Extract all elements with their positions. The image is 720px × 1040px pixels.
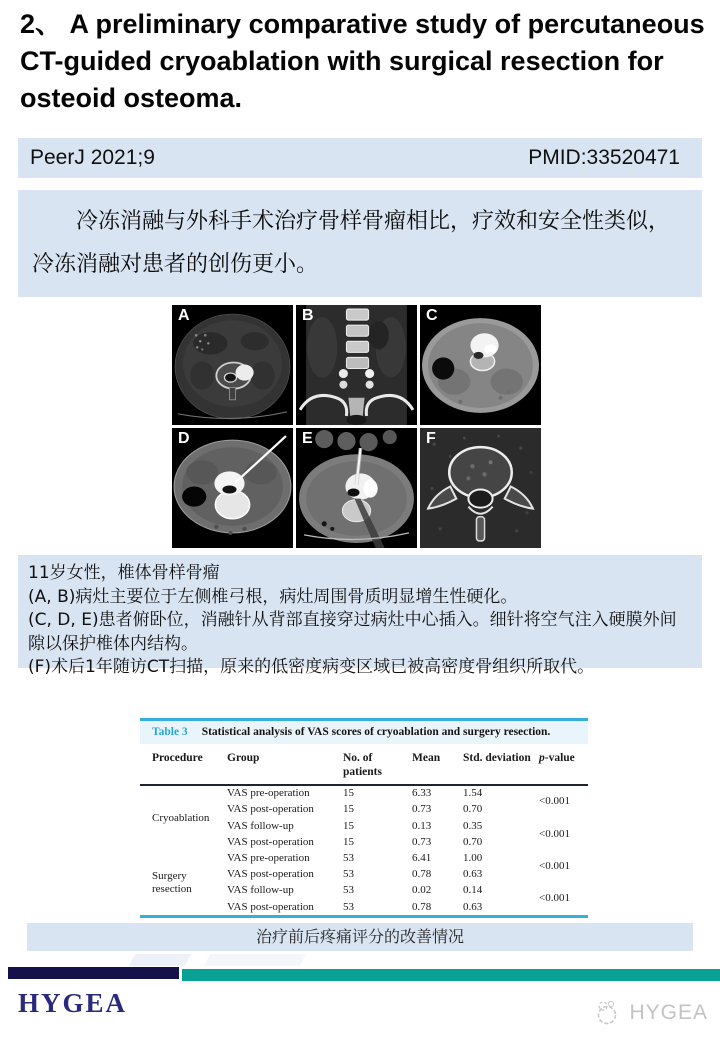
cell-pvalue: <0.001 <box>539 827 570 840</box>
ct-image-b <box>296 305 417 425</box>
col-header-pvalue: p-value <box>539 744 588 785</box>
panel-label-a: A <box>178 307 190 324</box>
panel-label-e: E <box>302 430 313 447</box>
panel-label-c: C <box>426 307 438 324</box>
col-header-procedure: Procedure <box>140 744 227 785</box>
table-grid <box>140 744 588 918</box>
col-header-group: Group <box>227 744 343 785</box>
ct-panel-a <box>172 305 293 425</box>
cell-sd: 0.63 <box>463 900 483 913</box>
ct-panel-c <box>420 305 541 425</box>
cell-sd: 0.63 <box>463 868 483 881</box>
cell-mean: 0.78 <box>412 868 432 881</box>
cell-group: VAS post-operation <box>227 900 314 913</box>
caption-line: (A, B)病灶主要位于左侧椎弓根，病灶周围骨质明显增生性硬化。 <box>28 586 518 607</box>
cell-group: VAS follow-up <box>227 884 294 897</box>
cell-mean: 0.73 <box>412 835 432 848</box>
cell-mean: 0.13 <box>412 819 432 832</box>
caption-line: (C, D, E)患者俯卧位，消融针从背部直接穿过病灶中心插入。细针将空气注入硬膜外间隙以保护椎体内结构。 <box>28 610 677 654</box>
cell-mean: 6.41 <box>412 852 432 864</box>
hygea-watermark-icon <box>594 998 624 1028</box>
cell-n: 15 <box>343 835 354 848</box>
cell-mean: 0.02 <box>412 884 432 897</box>
cell-n: 53 <box>343 900 354 913</box>
col-header-mean: Mean <box>412 744 463 785</box>
cell-n: 15 <box>343 803 354 816</box>
cell-n: 15 <box>343 819 354 832</box>
hygea-logo: HYGEA <box>18 988 128 1018</box>
cell-group: VAS follow-up <box>227 819 294 832</box>
reference-bar <box>18 138 702 178</box>
table-label: Table 3 <box>152 726 188 738</box>
footer-accent-shape <box>204 954 306 966</box>
cell-pvalue: <0.001 <box>539 860 570 873</box>
cell-pvalue: <0.001 <box>539 795 570 808</box>
cell-mean: 0.78 <box>412 900 432 913</box>
table-title-text: Statistical analysis of VAS scores of cryoablation and surgery resection. <box>201 726 551 738</box>
cell-group: VAS post-operation <box>227 835 314 848</box>
cell-group: VAS post-operation <box>227 868 314 881</box>
panel-label-d: D <box>178 430 190 447</box>
hygea-watermark <box>594 998 708 1028</box>
hygea-watermark-text: HYGEA <box>629 1001 708 1024</box>
cell-sd: 0.14 <box>463 884 483 897</box>
cell-group: VAS pre-operation <box>227 787 310 800</box>
figure-caption-box <box>18 555 702 677</box>
caption-line: 11岁女性，椎体骨样骨瘤 <box>28 563 220 583</box>
ct-image-e <box>296 428 417 548</box>
cell-sd: 1.54 <box>463 787 483 800</box>
cell-mean: 6.33 <box>412 787 432 800</box>
ct-panel-d <box>172 428 293 548</box>
table-title <box>140 721 588 744</box>
ct-figure <box>172 305 541 548</box>
ct-image-f <box>420 428 541 548</box>
cell-n: 15 <box>343 787 354 800</box>
cell-mean: 0.73 <box>412 803 432 816</box>
col-header-patients: No. of patients <box>343 744 412 785</box>
col-header-sd: Std. deviation <box>463 744 539 785</box>
cell-sd: 1.00 <box>463 852 483 864</box>
cell-n: 53 <box>343 852 354 864</box>
vas-statistics-table <box>140 718 588 918</box>
cell-group: VAS pre-operation <box>227 852 310 864</box>
page-title: 2、 A preliminary comparative study of percutaneous CT-guided cryoablation with surgical resection for osteoid osteoma. <box>20 9 705 113</box>
ct-panel-e <box>296 428 417 548</box>
cell-procedure: Surgery resection <box>152 869 192 895</box>
table-caption-bar: 治疗前后疼痛评分的改善情况 <box>27 923 693 951</box>
footer-navy-bar <box>8 967 179 979</box>
ct-image-d <box>172 428 293 548</box>
panel-label-f: F <box>426 430 436 447</box>
cell-group: VAS post-operation <box>227 803 314 816</box>
ct-panel-f <box>420 428 541 548</box>
ct-image-a <box>172 305 293 425</box>
ct-image-c <box>420 305 541 425</box>
table-row <box>140 785 588 802</box>
cell-sd: 0.70 <box>463 835 483 848</box>
footer-teal-bar <box>182 969 720 981</box>
journal-reference: PeerJ 2021;9 <box>30 146 155 169</box>
cell-sd: 0.70 <box>463 803 483 816</box>
caption-line: (F)术后1年随访CT扫描，原来的低密度病变区域已被高密度骨组织所取代。 <box>28 657 595 677</box>
cell-n: 53 <box>343 884 354 897</box>
cell-n: 53 <box>343 868 354 881</box>
summary-box: 冷冻消融与外科手术治疗骨样骨瘤相比，疗效和安全性类似，冷冻消融对患者的创伤更小。 <box>18 190 702 297</box>
panel-label-b: B <box>302 307 314 324</box>
ct-panel-b <box>296 305 417 425</box>
cell-procedure: Cryoablation <box>152 811 210 824</box>
cell-sd: 0.35 <box>463 819 483 832</box>
footer-accent-shape <box>129 954 191 966</box>
pmid-reference: PMID:33520471 <box>528 146 680 169</box>
cell-pvalue: <0.001 <box>539 892 570 905</box>
table-row <box>140 851 588 867</box>
